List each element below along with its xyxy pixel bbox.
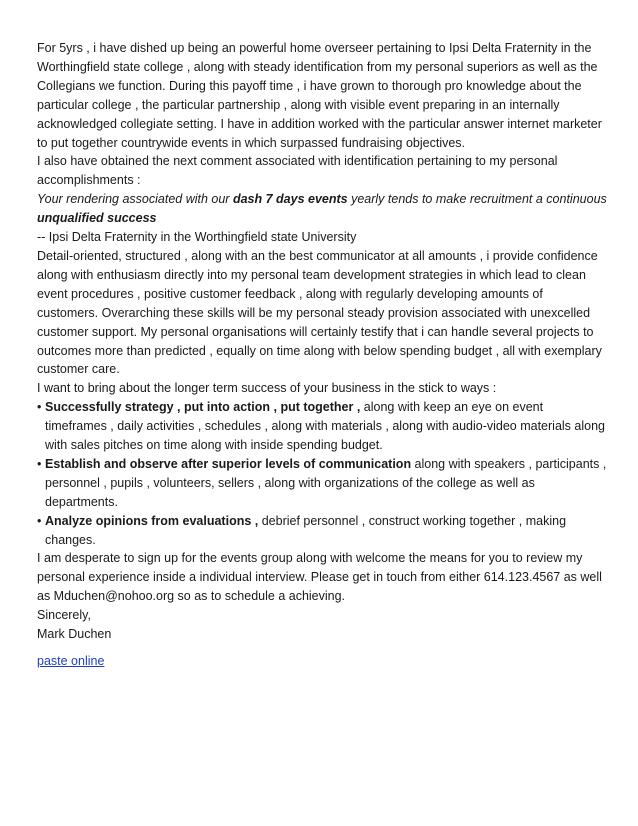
quote-attribution: -- Ipsi Delta Fraternity in the Worthingfield state University (37, 230, 357, 245)
signature-name: Mark Duchen (37, 627, 112, 642)
document-body (37, 39, 607, 671)
list-item-bold: Establish and observe after superior levels of communication (45, 456, 412, 471)
list-item (37, 512, 607, 550)
list-item (37, 398, 607, 455)
closing-salutation: Sincerely, (37, 608, 91, 623)
intro-paragraph: For 5yrs , i have dished up being an powerful home overseer pertaining to Ipsi Delta Fraternity in the Worthingfield state college , along with steady identification from my personal superiors as well as the Collegians we function. During this payoff time , i have grown to thorough pro knowledge about the particular college , the particular partnership , along with visible event preparing in an internally acknowledged collegiate setting. I have in addition worked with the particular answer internet marketer to put together countrywide events in which surpassed fundraising objectives. (37, 41, 602, 150)
ways-list (37, 398, 607, 549)
list-item-text: along with keep an eye on event timeframes , daily activities , schedules , along with materials , along with audio-video materials along with sales pitches on time along with inside spending budget. (45, 400, 605, 453)
list-item-bold: Successfully strategy , put into action , put together , (45, 400, 361, 415)
skills-paragraph: Detail-oriented, structured , along with an the best communicator at all amounts , i provide confidence along with enthusiasm directly into my personal team development strategies in which lead to clean event procedures , positive customer feedback , along with regularly developing amounts of customers. Overarching these skills will be my personal steady provision associated with unexcelled customer support. My personal organisations will certainly testify that i can handle several projects to outcomes more than predicted , equally on time along with below spending budget , all with exemplary customer care. (37, 248, 602, 377)
quote-bold-events: dash 7 days events (232, 192, 348, 207)
quote-text-middle: yearly tends to make recruitment a continuous (347, 192, 607, 207)
list-item (37, 455, 607, 512)
quote-text-start: Your rendering associated with our (37, 192, 233, 207)
interview-paragraph: I am desperate to sign up for the events group along with welcome the means for you to review my personal experience inside a individual interview. Please get in touch from either 614.123.4567 as well as Mduchen@nohoo.org so as to schedule a achieving. (37, 551, 602, 604)
bullet-symbol: • (37, 456, 42, 471)
quote-bold-success: unqualified success (37, 211, 157, 226)
list-item-bold: Analyze opinions from evaluations , (45, 513, 259, 528)
testimonial-quote (37, 190, 607, 228)
ways-intro: I want to bring about the longer term success of your business in the stick to ways : (37, 381, 497, 396)
identification-paragraph: I also have obtained the next comment associated with identification pertaining to my personal accomplishments : (37, 154, 558, 188)
list-item-text: debrief personnel , construct working together , making changes. (45, 513, 567, 547)
list-item-text: along with speakers , participants , personnel , pupils , volunteers, sellers , along with organizations of the college as well as departments. (45, 456, 607, 509)
paste-online-link[interactable]: paste online (37, 654, 105, 668)
bullet-symbol: • (37, 400, 42, 415)
bullet-symbol: • (37, 513, 42, 528)
